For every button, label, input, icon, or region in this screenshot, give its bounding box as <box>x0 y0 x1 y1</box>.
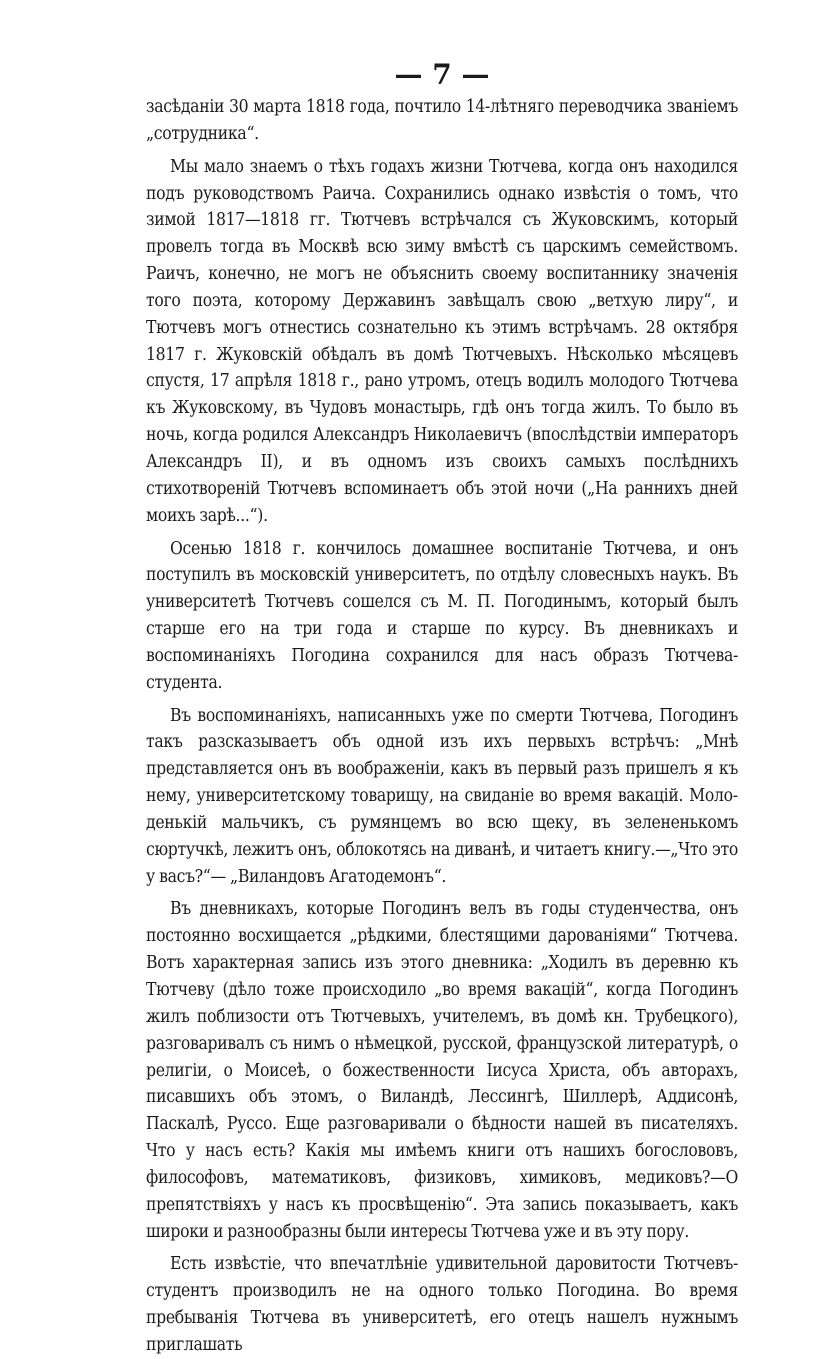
paragraph-closing: Есть извѣстіе, что впечатлѣніе удивительной даровитости Тютчевъ-студентъ производилъ не на одного только Погодина. Во время пребыванія Тютчева въ университетѣ, его отецъ нашелъ нужнымъ приглашать <box>146 1254 738 1355</box>
paragraph-university: Осенью 1818 г. кончилось домашнее воспитаніе Тютчева, и онъ поступилъ въ московскій университетъ, по отдѣлу словесныхъ наукъ. Въ университетѣ Тютчевъ сошелся съ М. П. Погодинымъ, который былъ старше его на три года и старше по курсу. Въ дневникахъ и воспоминаніяхъ Погодина сохранился для насъ образъ Тютчева-студента. <box>146 538 738 693</box>
paragraph-continuation: засѣданіи 30 марта 1818 года, почтило 14-лѣтняго переводчика званіемъ „сотрудника“. <box>146 97 738 144</box>
paragraph-pogodin-memoir: Въ воспоминаніяхъ, написанныхъ уже по смерти Тютчева, Погодинъ такъ разсказываетъ объ одной изъ ихъ первыхъ встрѣчъ: „Мнѣ представляется онъ въ воображеніи, какъ въ первый разъ пришелъ я къ нему, университетскому товарищу, на свиданіе во время вакацій. Молоденькій мальчикъ, съ румянцемъ во всю щеку, въ зелененькомъ сюртучкѣ, лежитъ онъ, облокотясь на диванѣ, и читаетъ книгу.—„Что это у васъ?“— „Виландовъ Агатодемонъ“. <box>146 705 738 887</box>
paragraph-pogodin-diary: Въ дневникахъ, которые Погодинъ велъ въ годы студенчества, онъ постоянно восхищается „рѣдкими, блестящими дарованіями“ Тютчева. Вотъ характерная запись изъ этого дневника: „Ходилъ въ деревню къ Тютчеву (дѣло тоже происходило „во время вакацій“, когда Погодинъ жилъ поблизости отъ Тютчевыхъ, учителемъ, въ домѣ кн. Трубецкого), разговаривалъ съ нимъ о нѣмецкой, русской, французской литературѣ, о религіи, о Моисеѣ, о божественности Іисуса Христа, объ авторахъ, писавшихъ объ этомъ, о Виландѣ, Лессингѣ, Шиллерѣ, Аддисонѣ, Паскалѣ, Руссо. Еще разговаривали о бѣдности нашей въ писателяхъ. Что у насъ есть? Какія мы имѣемъ книги отъ нашихъ богослововъ, философовъ, математиковъ, физиковъ, химиковъ, медиковъ?—О препятствіяхъ у насъ къ просвѣщенію“. Эта запись показываетъ, какъ широки и разнообразны были интересы Тютчева уже и въ эту пору. <box>146 899 738 1242</box>
page-number: — 7 — <box>394 58 490 91</box>
paragraph-zhukovsky: Мы мало знаемъ о тѣхъ годахъ жизни Тютчева, когда онъ находился подъ руководствомъ Раича. Сохранились однако извѣстія о томъ, что зимой 1817—1818 гг. Тютчевъ встрѣчался съ Жуковскимъ, который провелъ тогда въ Москвѣ всю зиму вмѣстѣ съ царскимъ семействомъ. Раичъ, конечно, не могъ не объяснить своему воспитаннику значенія того поэта, которому Державинъ завѣщалъ свою „ветхую лиру“, и Тютчевъ могъ отнестись сознательно къ этимъ встрѣчамъ. 28 октября 1817 г. Жуковскій обѣдалъ въ домѣ Тютчевыхъ. Нѣсколько мѣсяцевъ спустя, 17 апрѣля 1818 г., рано утромъ, отецъ водилъ молодого Тютчева къ Жуковскому, въ Чудовъ монастырь, гдѣ онъ тогда жилъ. То было въ ночь, когда родился Александръ Николаевичъ (впослѣдствіи императоръ Александръ II), и въ одномъ изъ своихъ самыхъ послѣднихъ стихотвореній Тютчевъ вспоминаетъ объ этой ночи („На раннихъ дней моихъ зарѣ...“). <box>146 156 738 526</box>
book-page <box>146 60 738 1359</box>
